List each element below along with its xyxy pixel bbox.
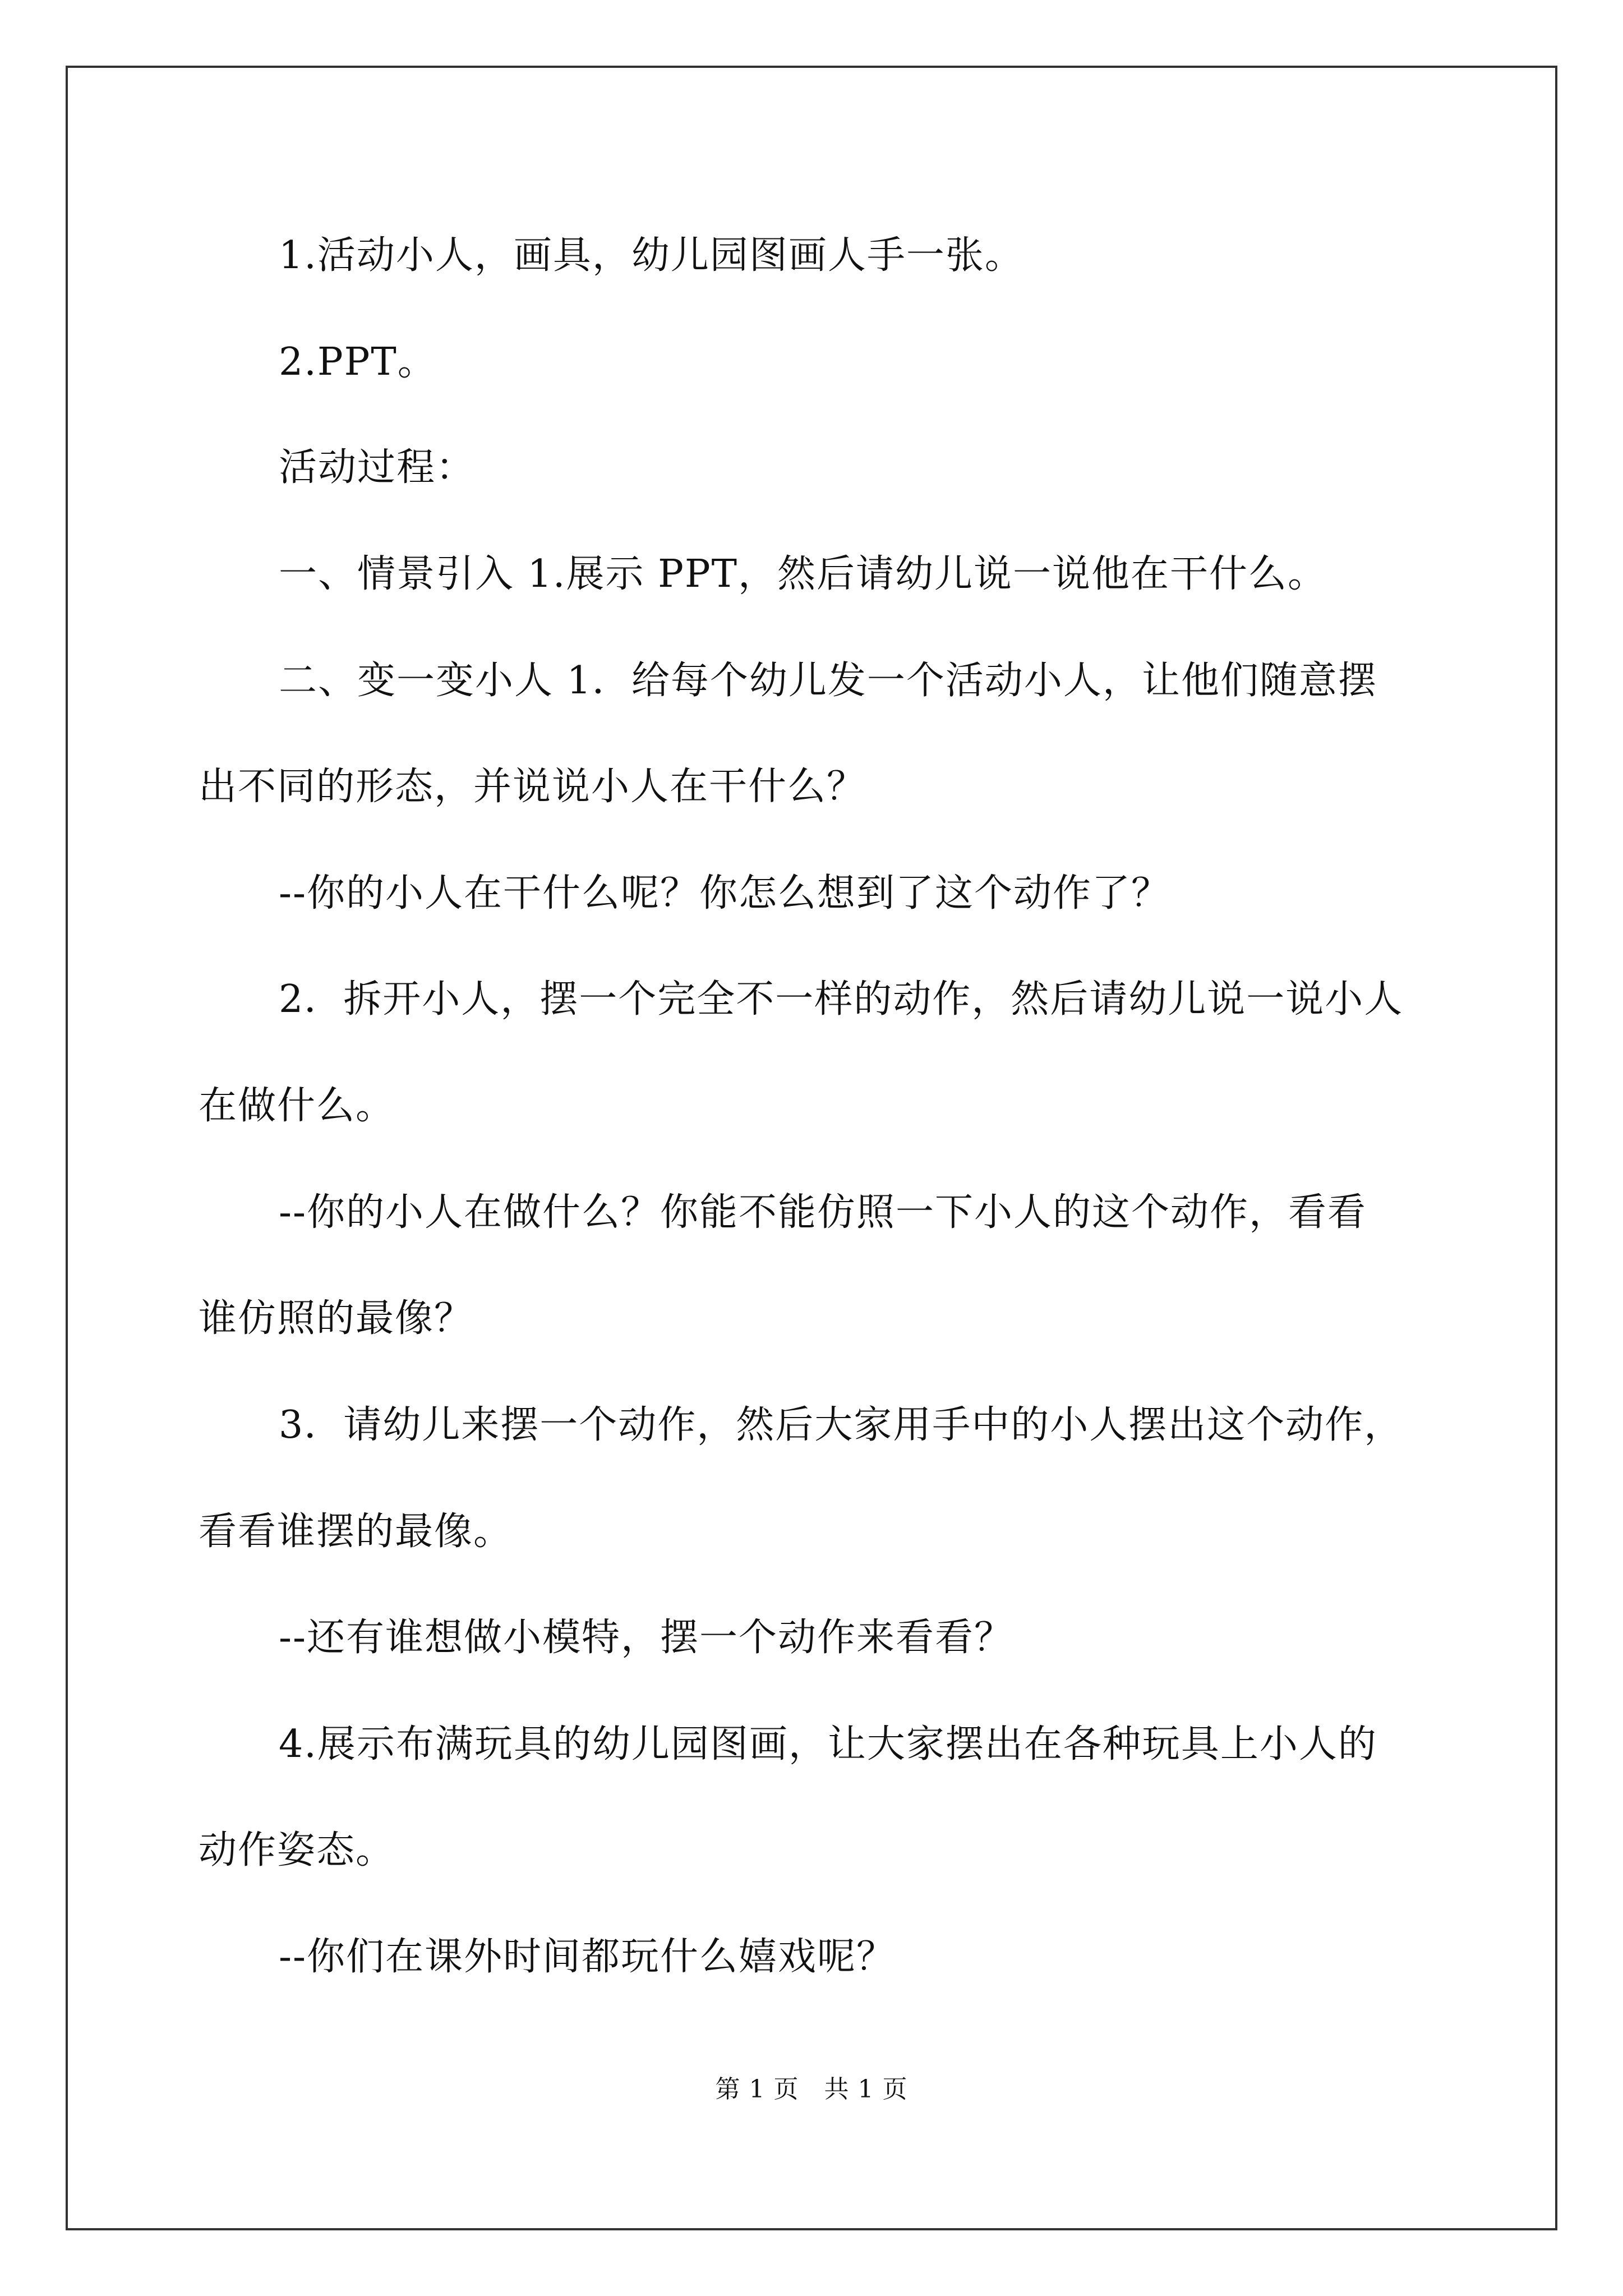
- paragraph-step-2-line-2: 出不同的形态，并说说小人在干什么？: [199, 765, 866, 809]
- page-number-footer: 第 1 页 共 1 页: [715, 2075, 908, 2104]
- paragraph-question-3: --还有谁想做小模特，摆一个动作来看看？: [279, 1616, 1013, 1660]
- paragraph-materials-1: 1.活动小人，画具，幼儿园图画人手一张。: [279, 233, 1024, 278]
- paragraph-step-3-line-1: 3．请幼儿来摆一个动作，然后大家用手中的小人摆出这个动作，: [279, 1403, 1404, 1447]
- paragraph-step-2b-line-1: 2．拆开小人，摆一个完全不一样的动作，然后请幼儿说一说小人: [279, 977, 1404, 1022]
- paragraph-step-4-line-2: 动作姿态。: [199, 1828, 395, 1872]
- paragraph-step-2b-line-2: 在做什么。: [199, 1084, 395, 1128]
- paragraph-step-1: 一、情景引入 1.展示 PPT，然后请幼儿说一说他在干什么。: [279, 552, 1327, 596]
- section-heading-process: 活动过程：: [279, 445, 476, 490]
- paragraph-step-3-line-2: 看看谁摆的最像。: [199, 1510, 513, 1554]
- paragraph-question-2-line-1: --你的小人在做什么？你能不能仿照一下小人的这个动作，看看: [279, 1190, 1367, 1235]
- paragraph-step-2-line-1: 二、变一变小人 1．给每个幼儿发一个活动小人，让他们随意摆: [279, 659, 1377, 703]
- paragraph-question-4: --你们在课外时间都玩什么嬉戏呢？: [279, 1935, 896, 1979]
- paragraph-step-4-line-1: 4.展示布满玩具的幼儿园图画，让大家摆出在各种玩具上小人的: [279, 1722, 1377, 1766]
- paragraph-question-2-line-2: 谁仿照的最像？: [199, 1296, 474, 1341]
- paragraph-materials-2: 2.PPT。: [279, 340, 437, 384]
- paragraph-question-1: --你的小人在干什么呢？你怎么想到了这个动作了？: [279, 871, 1170, 915]
- page-border: [66, 66, 1557, 2230]
